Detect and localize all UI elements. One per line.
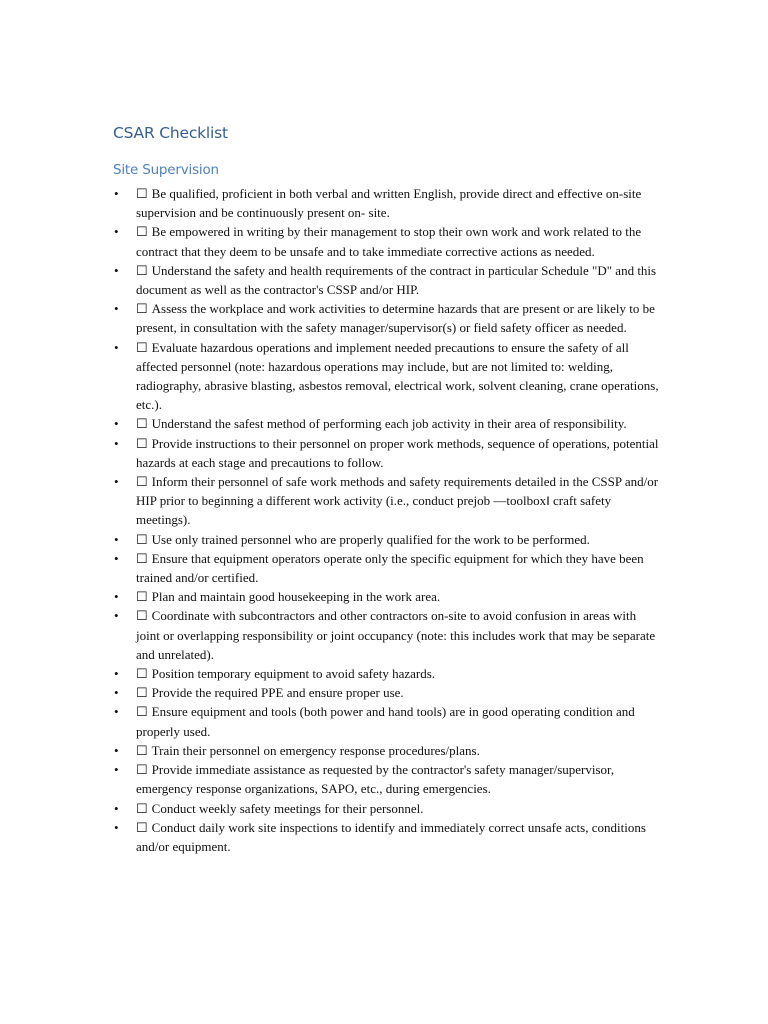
- checklist-item-text: Ensure equipment and tools (both power and hand tools) are in good operating condition and properly used.: [136, 704, 635, 739]
- bullet-icon: •: [114, 819, 119, 835]
- checkbox-icon: ☐: [136, 704, 148, 720]
- checklist-item-text: Be empowered in writing by their management to stop their own work and work related to the contract that they deem to be unsafe and to take immediate corrective actions as needed.: [136, 224, 642, 259]
- checklist-item: [112, 338, 660, 415]
- checklist-item-text: Provide the required PPE and ensure proper use.: [151, 685, 404, 701]
- bullet-icon: •: [114, 666, 119, 682]
- checklist-item-text: Understand the safety and health requirements of the contract in particular Schedule "D" and this document as well as the contractor's CSSP and/or HIP.: [136, 262, 657, 298]
- bullet-icon: •: [114, 685, 119, 701]
- checklist-item-text: Plan and maintain good housekeeping in the work area.: [151, 589, 441, 605]
- bullet-icon: •: [114, 608, 119, 624]
- checklist-item-text: Conduct weekly safety meetings for their personnel.: [151, 800, 424, 816]
- checklist-item: [112, 664, 660, 683]
- checklist-item-text: Train their personnel on emergency response procedures/plans.: [151, 742, 480, 758]
- checkbox-icon: ☐: [136, 800, 148, 816]
- checklist-item: [112, 606, 660, 664]
- checkbox-icon: ☐: [136, 762, 148, 778]
- checkbox-icon: ☐: [136, 742, 148, 758]
- checklist-item: [112, 683, 660, 702]
- checklist-item: [112, 222, 660, 260]
- checkbox-icon: ☐: [136, 685, 148, 701]
- checklist-item-text: Be qualified, proficient in both verbal and written English, provide direct and effective on-site supervision and be continuously present on- site.: [136, 186, 642, 221]
- checklist-item: [112, 184, 660, 222]
- checklist-item: [112, 702, 660, 740]
- section-heading: Site Supervision: [113, 162, 219, 178]
- checklist-item: [112, 434, 660, 472]
- checklist-item-text: Assess the workplace and work activities to determine hazards that are present or are likely to be present, in consultation with the safety manager/supervisor(s) or field safety officer as needed.: [136, 301, 655, 336]
- checklist-item: [112, 261, 660, 299]
- checkbox-icon: ☐: [136, 224, 148, 240]
- checkbox-icon: ☐: [136, 339, 148, 355]
- checklist: [112, 184, 660, 856]
- bullet-icon: •: [114, 435, 119, 451]
- document-title: CSAR Checklist: [113, 124, 228, 142]
- checkbox-icon: ☐: [136, 531, 148, 547]
- checkbox-icon: ☐: [136, 474, 148, 490]
- checklist-item: [112, 530, 660, 549]
- checklist-item-text: Evaluate hazardous operations and implement needed precautions to ensure the safety of all affected personnel (note: hazardous operations may include, but are not limited to: welding, radiography, abrasive blasting, asbestos removal, electrical work, solvent cleaning, crane operations, etc.).: [136, 339, 659, 413]
- bullet-icon: •: [114, 742, 119, 758]
- checklist-item-text: Ensure that equipment operators operate only the specific equipment for which they have been trained and/or certified.: [136, 550, 644, 586]
- bullet-icon: •: [114, 416, 119, 432]
- checklist-item-text: Position temporary equipment to avoid safety hazards.: [151, 666, 436, 682]
- checkbox-icon: ☐: [136, 301, 148, 317]
- bullet-icon: •: [114, 224, 119, 240]
- checklist-item: [112, 472, 660, 530]
- checklist-item: [112, 299, 660, 337]
- checkbox-icon: ☐: [136, 550, 148, 566]
- bullet-icon: •: [114, 762, 119, 778]
- bullet-icon: •: [114, 339, 119, 355]
- checkbox-icon: ☐: [136, 819, 148, 835]
- checklist-item: [112, 818, 660, 856]
- checklist-item: [112, 741, 660, 760]
- checklist-item: [112, 549, 660, 587]
- bullet-icon: •: [114, 301, 119, 317]
- checklist-item-text: Understand the safest method of performing each job activity in their area of responsibility.: [151, 416, 627, 432]
- checkbox-icon: ☐: [136, 186, 148, 201]
- bullet-icon: •: [114, 589, 119, 605]
- bullet-icon: •: [114, 704, 119, 720]
- checkbox-icon: ☐: [136, 416, 148, 432]
- bullet-icon: •: [114, 186, 119, 201]
- checklist-item-text: Conduct daily work site inspections to identify and immediately correct unsafe acts, conditions and/or equipment.: [136, 819, 646, 854]
- bullet-icon: •: [114, 550, 119, 566]
- bullet-icon: •: [114, 474, 119, 490]
- checkbox-icon: ☐: [136, 435, 148, 451]
- bullet-icon: •: [114, 262, 119, 278]
- checklist-item-text: Use only trained personnel who are properly qualified for the work to be performed.: [151, 531, 590, 547]
- checklist-item-text: Provide immediate assistance as requested by the contractor's safety manager/supervisor, emergency response organizations, SAPO, etc., during emergencies.: [136, 762, 615, 797]
- checklist-item-text: Inform their personnel of safe work methods and safety requirements detailed in the CSSP and/or HIP prior to beginning a different work activity (i.e., conduct prejob ―toolbox‖ craft safety meetings).: [136, 474, 659, 528]
- checkbox-icon: ☐: [136, 666, 148, 682]
- checkbox-icon: ☐: [136, 262, 148, 278]
- checklist-item: [112, 414, 660, 433]
- bullet-icon: •: [114, 800, 119, 816]
- checklist-item: [112, 587, 660, 606]
- checkbox-icon: ☐: [136, 589, 148, 605]
- checklist-item-text: Provide instructions to their personnel on proper work methods, sequence of operations, potential hazards at each stage and precautions to follow.: [136, 435, 659, 470]
- checkbox-icon: ☐: [136, 608, 148, 624]
- checklist-item: [112, 799, 660, 818]
- bullet-icon: •: [114, 531, 119, 547]
- checklist-item: [112, 760, 660, 798]
- checklist-item-text: Coordinate with subcontractors and other contractors on-site to avoid confusion in areas with joint or overlapping responsibility or joint occupancy (note: this includes work that may be separate and unrelated).: [136, 608, 656, 662]
